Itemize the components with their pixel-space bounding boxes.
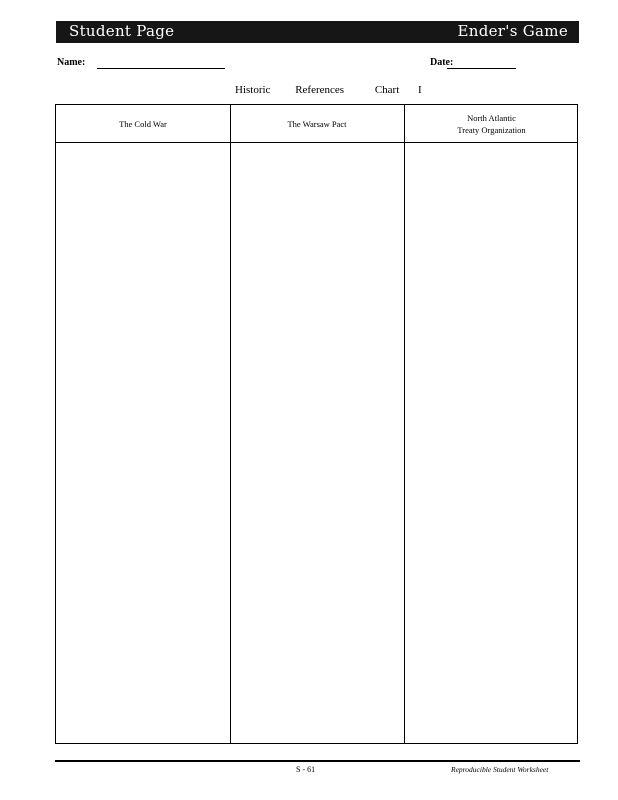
name-label: Name:: [57, 57, 86, 68]
column-header-label: The Cold War: [119, 118, 167, 129]
page-number: S - 61: [296, 765, 316, 774]
header-banner: [56, 21, 579, 43]
reference-chart-table: [55, 104, 578, 744]
column-header-nato: [404, 105, 579, 142]
chart-title-word: References: [295, 84, 345, 96]
column-header-label-line1: North Atlantic: [467, 112, 516, 123]
date-field[interactable]: [447, 68, 516, 69]
banner-student-page: Student Page: [69, 22, 175, 40]
date-label: Date:: [430, 57, 454, 68]
column-header-label-line2: Treaty Organization: [457, 124, 526, 135]
chart-title-word: Historic: [235, 84, 271, 96]
chart-title: [235, 84, 422, 96]
column-header-cold-war: [56, 105, 230, 142]
column-header-warsaw-pact: [230, 105, 404, 142]
column-header-label: The Warsaw Pact: [287, 118, 347, 129]
footer-worksheet-label: Reproducible Student Worksheet: [451, 765, 549, 774]
cold-war-notes-cell[interactable]: [56, 143, 230, 743]
warsaw-pact-notes-cell[interactable]: [231, 143, 404, 743]
banner-book-title: Ender's Game: [457, 22, 568, 40]
chart-title-word: I: [418, 84, 422, 96]
footer-divider: [55, 760, 580, 762]
chart-title-word: Chart: [374, 84, 400, 96]
nato-notes-cell[interactable]: [405, 143, 579, 743]
name-field[interactable]: [97, 68, 225, 69]
